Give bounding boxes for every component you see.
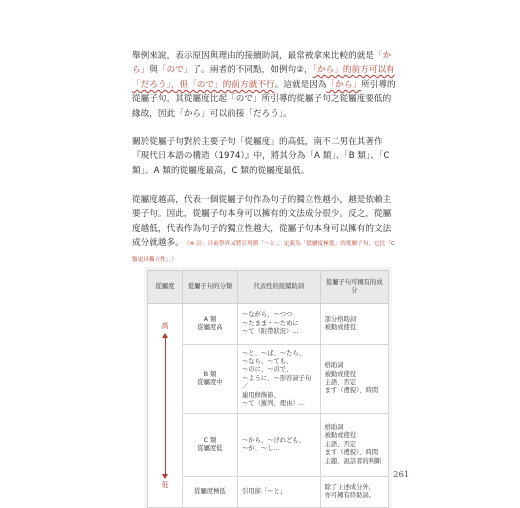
component-item: ます（禮貌）、時間 <box>324 449 379 457</box>
paragraph-causal-particles <box>132 49 398 122</box>
forms-cell <box>238 477 321 508</box>
header-particles: 代表性的接續助詞 <box>238 271 321 304</box>
components-cell <box>320 477 388 508</box>
component-item: 被動或使役 <box>324 432 357 440</box>
paragraph-independence <box>132 193 398 268</box>
category-degree: 從屬度中 <box>197 379 223 386</box>
header-degree: 從屬度 <box>148 271 183 304</box>
form-item: 〜から、〜けれども、 <box>242 436 305 444</box>
components-cell <box>320 304 388 345</box>
p1-text-4: 。這就是因為 <box>274 79 327 90</box>
kara-highlight-2: 「から」 <box>326 79 362 90</box>
component-item: 主語、否定 <box>324 379 357 386</box>
form-item: 〜て（羅列、理由）… <box>242 400 305 408</box>
forms-cell <box>238 345 321 414</box>
form-item: 〜のに、〜ので、 <box>242 366 293 374</box>
arrow-down-icon <box>162 474 168 479</box>
component-item: 除了上述成分外， <box>324 483 375 491</box>
category-degree: 從屬度高 <box>197 324 223 331</box>
category-cell <box>183 304 238 345</box>
table-row-a <box>148 304 389 345</box>
component-item: ます（禮貌）、時間 <box>324 387 379 395</box>
components-cell <box>320 345 388 414</box>
category-cell <box>183 477 238 508</box>
component-item: 主題、說話者的判斷 <box>324 457 382 465</box>
p1-text-5: 所引導的從屬子句，其從屬度比起「ので」所引導的從屬子句之從屬度要低的緣故，因此「から」可以前接「だろう」。 <box>132 79 396 119</box>
p1-text-3: 了。兩者的不同點，如例句②， <box>192 65 313 76</box>
paragraph-classification: 關於從屬子句對於主要子句「從屬度」的高低，南不二男在其著作『現代日本語の構造（1974）』中，將其分為「A 類」、「B 類」、「C 類」。A 類的從屬度最高，C 類的從屬度最低。 <box>132 136 390 176</box>
page-number: 261 <box>393 470 410 480</box>
component-item: 被動或使役 <box>324 370 357 378</box>
degree-axis <box>148 304 183 508</box>
forms-cell <box>238 414 321 477</box>
form-item: 〜たまま・〜ために <box>242 319 299 327</box>
table-row-lowest <box>148 477 389 508</box>
table-header-row <box>148 271 389 304</box>
components-cell <box>320 414 388 477</box>
form-item: 〜て（附帶狀況）… <box>242 328 299 336</box>
form-item: 〜と、〜ば、〜たら、 <box>242 349 305 357</box>
p3-text: 從屬度越高，代表一個從屬子句作為句子的獨立性越小，越是依賴主要子句。因此，從屬子句本身可以擁有的文法成分很少。反之，從屬度越低，代表作為句子的獨立性越大，從屬子句本身可以擁有的文法成分就越多。 <box>132 194 392 249</box>
table-row-c <box>148 414 389 477</box>
category-name: B 類 <box>203 370 217 378</box>
node-highlight: 「ので」 <box>157 65 193 76</box>
category-name: C 類 <box>203 436 217 444</box>
form-item: 〜なら、〜ても、 <box>242 357 293 365</box>
axis-line <box>165 334 166 478</box>
axis-high-label: 高 <box>161 321 169 330</box>
form-item: 連用修飾節、 <box>242 391 280 399</box>
component-item: 被動或使役 <box>324 324 357 331</box>
p1-text-1: 舉例來說，表示原因與理由的接續助詞，最常被拿來比較的就是 <box>132 50 375 61</box>
form-item: 〜が、〜し… <box>242 445 280 452</box>
component-item: 亦可擁有終助詞。 <box>324 492 375 499</box>
component-item: 格助詞 <box>324 423 344 431</box>
component-item: 格助詞 <box>324 362 344 370</box>
category-name: A 類 <box>203 315 217 323</box>
category-cell <box>183 345 238 414</box>
kara-highlight-1: 「から」 <box>132 50 392 76</box>
axis-low-label: 低 <box>161 481 169 490</box>
p1-text-2: 與 <box>149 65 158 76</box>
component-item: 部分格助詞 <box>324 315 357 323</box>
form-item: 〜ながら、〜つつ <box>242 311 293 319</box>
annotation-note: （※ 註：目前學界又將引用節「〜と」，定義為「從屬度極低」的從屬子句，它比「C 類更具獨立性」。） <box>132 241 395 263</box>
form-item: 引用節「〜と」 <box>242 487 287 495</box>
category-cell <box>183 414 238 477</box>
component-item: 主語、否定 <box>324 440 357 448</box>
key-point-highlight: 「から」的前方可以有「だろう」，但「ので」的前方就不行 <box>132 65 395 90</box>
table-row-b <box>148 345 389 414</box>
subordination-table <box>147 270 389 508</box>
form-item: 〜ように、〜形容詞子句／ <box>242 374 312 391</box>
header-components: 從屬子句可擁有的成分 <box>320 271 388 304</box>
category-name: 從屬度極低 <box>194 487 226 495</box>
forms-cell <box>238 304 321 345</box>
header-classification: 從屬子句的分類 <box>183 271 238 304</box>
category-degree: 從屬度低 <box>197 445 223 452</box>
